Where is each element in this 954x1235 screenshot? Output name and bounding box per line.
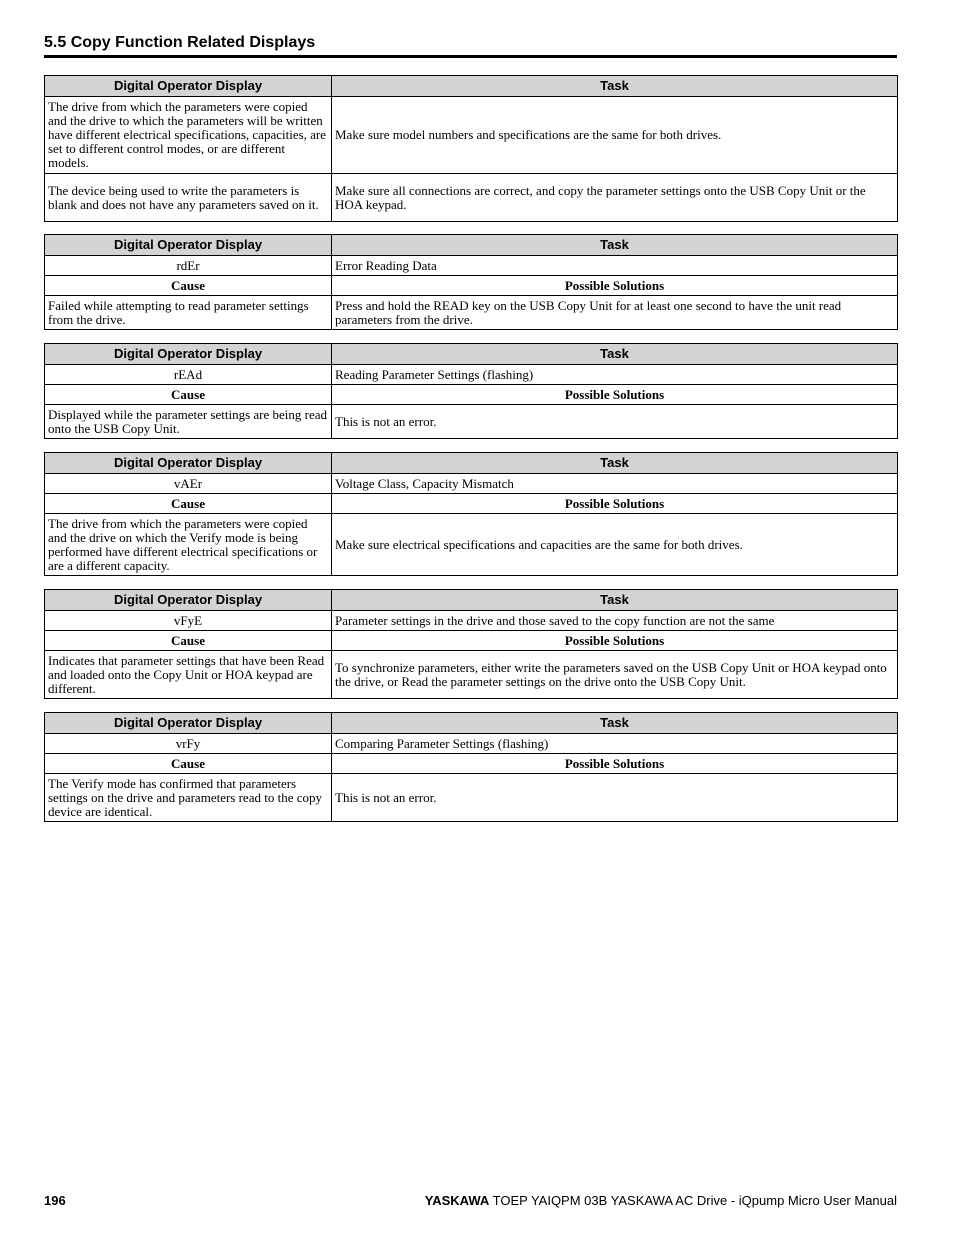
column-header-task: Task xyxy=(332,713,898,734)
column-header-task: Task xyxy=(332,76,898,97)
page-number: 196 xyxy=(44,1193,66,1208)
column-header-task: Task xyxy=(332,344,898,365)
table-vaer xyxy=(44,452,898,576)
table-rder xyxy=(44,234,898,330)
cause-cell: The drive from which the parameters were copied and the drive on which the Verify mode is being performed have different electrical specifications or are a different capacity. xyxy=(45,514,332,576)
cause-cell: Displayed while the parameter settings are being read onto the USB Copy Unit. xyxy=(45,405,332,439)
table-row xyxy=(45,474,898,494)
task-cell: Make sure all connections are correct, and copy the parameter settings onto the USB Copy Unit or the HOA keypad. xyxy=(332,174,898,222)
solutions-header: Possible Solutions xyxy=(332,494,898,514)
display-code: vFyE xyxy=(45,611,332,631)
solution-cell: Make sure electrical specifications and capacities are the same for both drives. xyxy=(332,514,898,576)
table-row xyxy=(45,734,898,754)
column-header-display: Digital Operator Display xyxy=(45,590,332,611)
cause-header-row xyxy=(45,494,898,514)
display-cell: The device being used to write the parameters is blank and does not have any parameters saved on it. xyxy=(45,174,332,222)
table-read xyxy=(44,343,898,439)
table-row xyxy=(45,405,898,439)
solution-cell: Press and hold the READ key on the USB Copy Unit for at least one second to have the unit read parameters from the drive. xyxy=(332,296,898,330)
solutions-header: Possible Solutions xyxy=(332,276,898,296)
cause-header-row xyxy=(45,385,898,405)
task-cell: Comparing Parameter Settings (flashing) xyxy=(332,734,898,754)
table-row xyxy=(45,514,898,576)
display-code: vrFy xyxy=(45,734,332,754)
solution-cell: To synchronize parameters, either write the parameters saved on the USB Copy Unit or HOA keypad onto the drive, or Read the parameter settings on the drive onto the USB Copy Unit. xyxy=(332,651,898,699)
footer-brand: YASKAWA xyxy=(424,1193,490,1208)
cause-cell: Failed while attempting to read parameter settings from the drive. xyxy=(45,296,332,330)
cause-cell: Indicates that parameter settings that have been Read and loaded onto the Copy Unit or HOA keypad are different. xyxy=(45,651,332,699)
column-header-display: Digital Operator Display xyxy=(45,453,332,474)
table-row xyxy=(45,774,898,822)
table-header-row xyxy=(45,235,898,256)
cause-cell: The Verify mode has confirmed that parameters settings on the drive and parameters read to the copy device are identical. xyxy=(45,774,332,822)
solutions-header: Possible Solutions xyxy=(332,385,898,405)
table-row xyxy=(45,296,898,330)
task-cell: Make sure model numbers and specifications are the same for both drives. xyxy=(332,97,898,174)
column-header-task: Task xyxy=(332,590,898,611)
cause-header-row xyxy=(45,631,898,651)
column-header-task: Task xyxy=(332,235,898,256)
cause-header: Cause xyxy=(45,631,332,651)
table-header-row xyxy=(45,453,898,474)
task-cell: Error Reading Data xyxy=(332,256,898,276)
table-row xyxy=(45,365,898,385)
cause-header-row xyxy=(45,754,898,774)
table-row xyxy=(45,256,898,276)
table-vfye xyxy=(44,589,898,699)
table-header-row xyxy=(45,76,898,97)
solution-cell: This is not an error. xyxy=(332,774,898,822)
display-code: rdEr xyxy=(45,256,332,276)
table-row xyxy=(45,651,898,699)
cause-header: Cause xyxy=(45,385,332,405)
section-title: 5.5 Copy Function Related Displays xyxy=(44,33,897,58)
footer-document-title xyxy=(425,1193,897,1208)
table-vrfy xyxy=(44,712,898,822)
task-cell: Reading Parameter Settings (flashing) xyxy=(332,365,898,385)
task-cell: Voltage Class, Capacity Mismatch xyxy=(332,474,898,494)
solution-cell: This is not an error. xyxy=(332,405,898,439)
table-copy-errors xyxy=(44,75,898,222)
footer-doc-title: TOEP YAIQPM 03B YASKAWA AC Drive - iQpump Micro User Manual xyxy=(489,1193,897,1208)
solutions-header: Possible Solutions xyxy=(332,754,898,774)
column-header-display: Digital Operator Display xyxy=(45,344,332,365)
table-header-row xyxy=(45,590,898,611)
cause-header: Cause xyxy=(45,276,332,296)
column-header-task: Task xyxy=(332,453,898,474)
column-header-display: Digital Operator Display xyxy=(45,235,332,256)
column-header-display: Digital Operator Display xyxy=(45,713,332,734)
table-row xyxy=(45,611,898,631)
display-code: vAEr xyxy=(45,474,332,494)
column-header-display: Digital Operator Display xyxy=(45,76,332,97)
table-header-row xyxy=(45,344,898,365)
table-row xyxy=(45,97,898,174)
display-cell: The drive from which the parameters were copied and the drive to which the parameters will be written have different electrical specifications, capacities, are set to different control modes, or are different models. xyxy=(45,97,332,174)
task-cell: Parameter settings in the drive and those saved to the copy function are not the same xyxy=(332,611,898,631)
cause-header-row xyxy=(45,276,898,296)
table-row xyxy=(45,174,898,222)
cause-header: Cause xyxy=(45,494,332,514)
solutions-header: Possible Solutions xyxy=(332,631,898,651)
display-code: rEAd xyxy=(45,365,332,385)
cause-header: Cause xyxy=(45,754,332,774)
table-header-row xyxy=(45,713,898,734)
